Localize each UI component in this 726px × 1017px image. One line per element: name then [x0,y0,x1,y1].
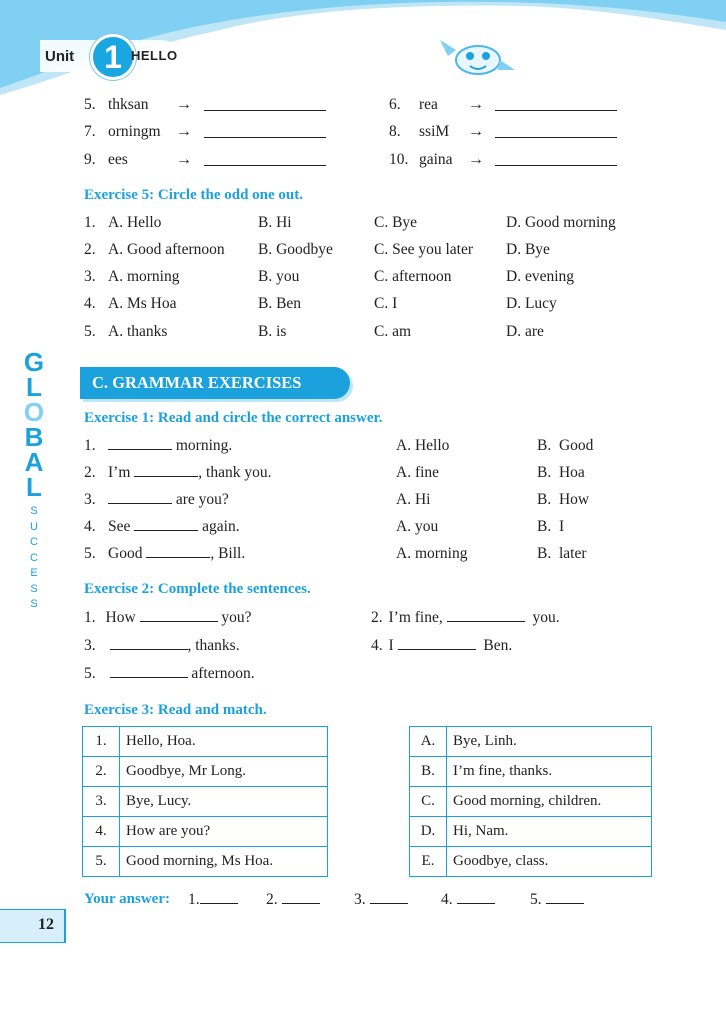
row-text[interactable]: How are you? [120,817,328,847]
option-a[interactable]: A. Hello [396,437,450,454]
option-a[interactable]: A. morning [396,545,468,562]
row-text[interactable]: Bye, Lucy. [120,787,328,817]
brand-letter: G [23,347,45,377]
item-number: 1. [84,214,96,231]
multiple-choice-row [84,491,624,511]
sentence-end: morning. [172,437,233,454]
item-number: 5. [84,545,96,562]
item-number: 4. [371,637,383,654]
answer-blank[interactable] [200,903,238,904]
grammar-exercise-1-heading: Exercise 1: Read and circle the correct answer. [84,410,383,426]
option-d[interactable]: D. Bye [506,241,550,258]
answer-number: 5. [530,891,542,908]
item-number: 3. [84,491,96,508]
exercise-5-heading: Exercise 5: Circle the odd one out. [84,187,304,203]
option-d[interactable]: D. Lucy [506,295,557,312]
option-b[interactable]: B. Ben [258,295,302,312]
brand-letter: B [24,422,44,452]
answer-number: 1. [188,891,200,908]
item-number: 2. [371,609,383,626]
option-d[interactable]: D. evening [506,268,575,285]
brand-letter: S [30,582,38,595]
item-number: 2. [84,464,96,481]
odd-one-out-row [84,323,684,343]
table-row [410,847,652,877]
answer-blank[interactable] [110,649,188,650]
sentence-start: How [105,609,140,626]
item-number: 3. [84,268,96,285]
arrow-icon: → [176,151,192,168]
match-table-left [82,726,328,877]
item-number: 10. [389,151,409,168]
option-a[interactable]: A. Hello [108,214,162,231]
table-row [410,817,652,847]
multiple-choice-row [84,518,624,538]
answer-blank[interactable] [398,649,476,650]
page-number: 12 [38,916,54,933]
row-key: B. [410,757,447,787]
option-a[interactable]: A. you [396,518,439,535]
fill-blank-item [84,609,252,627]
sentence-start: Good [108,545,147,562]
option-b[interactable]: B. is [258,323,287,340]
sentence-start: I [388,637,398,654]
unscramble-item [84,123,192,141]
sentence-end: afternoon. [187,665,255,682]
answer-line [84,891,604,913]
sentence-end: , thanks. [187,637,240,654]
table-row [410,757,652,787]
option-d[interactable]: D. are [506,323,544,340]
answer-blank[interactable] [134,476,198,477]
arrow-icon: → [468,151,484,168]
sentence-end: Ben. [479,637,513,654]
brand-letter: C [30,536,38,548]
item-number: 4. [84,295,96,312]
option-b[interactable]: B. Hi [258,214,292,231]
answer-blank[interactable] [370,903,408,904]
row-text[interactable]: I’m fine, thanks. [447,757,652,787]
answer-number: 3. [354,891,366,908]
odd-one-out-row [84,214,684,234]
scrambled-word: orningm [108,123,161,140]
section-c-banner: C. GRAMMAR EXERCISES [80,367,350,399]
row-key: E. [410,847,447,877]
row-text[interactable]: Bye, Linh. [447,727,652,757]
item-number: 1. [84,609,96,626]
item-number: 5. [84,96,96,113]
answer-blank[interactable] [495,110,617,111]
item-number: 2. [84,241,96,258]
option-a[interactable]: A. Hi [396,491,431,508]
option-b[interactable]: B. Goodbye [258,241,333,258]
answer-blank[interactable] [457,903,495,904]
option-b[interactable]: B. later [537,545,587,562]
sentence-end: you? [217,609,252,626]
scrambled-word: ssiM [419,123,450,140]
fill-blank-item [371,637,512,655]
row-text[interactable]: Hi, Nam. [447,817,652,847]
arrow-icon: → [468,96,484,113]
option-c[interactable]: C. Bye [374,214,418,231]
grammar-exercise-2-heading: Exercise 2: Complete the sentences. [84,581,311,597]
sentence-start: I’m [108,464,135,481]
row-key: 2. [83,757,120,787]
option-c[interactable]: C. am [374,323,412,340]
answer-blank[interactable] [447,621,525,622]
item-number: 6. [389,96,401,113]
scrambled-word: rea [419,96,438,113]
brand-letter: L [26,372,42,402]
answer-blank[interactable] [204,137,326,138]
row-key: 3. [83,787,120,817]
item-number: 8. [389,123,401,140]
sentence-end: , thank you. [198,464,272,481]
unit-number-badge: 1 [90,34,136,80]
answer-blank[interactable] [108,449,172,450]
row-text[interactable]: Good morning, children. [447,787,652,817]
table-row [83,727,328,757]
item-number: 9. [84,151,96,168]
brand-letter: E [30,567,38,579]
answer-blank[interactable] [546,903,584,904]
unscramble-item [84,151,192,169]
brand-letter: S [30,505,38,517]
answer-blank[interactable] [146,557,210,558]
multiple-choice-row [84,545,624,565]
sentence-end: again. [198,518,240,535]
answer-blank[interactable] [282,903,320,904]
brand-letter: S [30,598,38,610]
row-key: 4. [83,817,120,847]
answer-blank[interactable] [140,621,218,622]
sentence-end: are you? [172,491,229,508]
item-number: 5. [84,323,96,340]
sentence-start: I’m fine, [388,609,447,626]
answer-blank[interactable] [110,677,188,678]
answer-number: 2. [266,891,278,908]
unscramble-item [389,123,484,141]
item-number: 7. [84,123,96,140]
page-number-tab [0,909,66,943]
row-key: C. [410,787,447,817]
row-text[interactable]: Good morning, Ms Hoa. [120,847,328,877]
unit-label: Unit [45,48,75,65]
option-b[interactable]: B. Good [537,437,594,454]
table-row [410,727,652,757]
option-c[interactable]: C. afternoon [374,268,452,285]
brand-letter: U [30,520,38,533]
option-b[interactable]: B. Hoa [537,464,585,481]
arrow-icon: → [176,96,192,113]
table-row [410,787,652,817]
option-c[interactable]: C. I [374,295,398,312]
option-a[interactable]: A. Ms Hoa [108,295,177,312]
answer-blank[interactable] [134,530,198,531]
brand-letter: C [30,551,38,564]
option-a[interactable]: A. thanks [108,323,168,340]
fill-blank-item [84,637,240,655]
answer-blank[interactable] [495,165,617,166]
option-d[interactable]: D. Good morning [506,214,616,231]
odd-one-out-row [84,268,684,288]
multiple-choice-row [84,464,624,484]
table-row [83,817,328,847]
option-a[interactable]: A. fine [396,464,440,481]
item-number: 5. [84,665,96,682]
grammar-exercise-3-heading: Exercise 3: Read and match. [84,702,267,718]
fill-blank-item [371,609,560,627]
scrambled-word: gaina [419,151,453,168]
table-row [83,787,328,817]
option-b[interactable]: B. How [537,491,590,508]
unscramble-item [389,151,484,169]
option-a[interactable]: A. morning [108,268,180,285]
table-row [83,757,328,787]
brand-letter: O [23,397,45,427]
answer-blank[interactable] [204,110,326,111]
sentence-end: , Bill. [210,545,246,562]
odd-one-out-row [84,295,684,315]
match-table-right [409,726,652,877]
brand-letter: A [24,447,44,477]
unscramble-item [84,96,192,114]
sentence-end: you. [528,609,560,626]
item-number: 3. [84,637,96,654]
scrambled-word: ees [108,151,128,168]
item-number: 4. [84,518,96,535]
row-text[interactable]: Goodbye, Mr Long. [120,757,328,787]
answer-blank[interactable] [204,165,326,166]
table-row [83,847,328,877]
answer-blank[interactable] [495,137,617,138]
globe-icon [18,397,50,427]
option-b[interactable]: B. you [258,268,300,285]
option-c[interactable]: C. See you later [374,241,474,258]
option-a[interactable]: A. Good afternoon [108,241,225,258]
row-key: 1. [83,727,120,757]
item-number: 1. [84,437,96,454]
row-key: D. [410,817,447,847]
option-b[interactable]: B. I [537,518,565,535]
answer-number: 4. [441,891,453,908]
row-key: 5. [83,847,120,877]
row-text[interactable]: Hello, Hoa. [120,727,328,757]
unit-title: HELLO [131,48,178,63]
odd-one-out-row [84,241,684,261]
brand-letter: L [26,472,42,502]
row-key: A. [410,727,447,757]
answer-label: Your answer: [84,891,170,907]
global-success-brand [18,347,50,613]
arrow-icon: → [176,123,192,140]
arrow-icon: → [468,123,484,140]
multiple-choice-row [84,437,624,457]
answer-blank[interactable] [108,503,172,504]
scrambled-word: thksan [108,96,149,113]
row-text[interactable]: Goodbye, class. [447,847,652,877]
sentence-start: See [108,518,135,535]
unscramble-item [389,96,484,114]
rocket-illustration [431,27,516,75]
fill-blank-item [84,665,255,683]
